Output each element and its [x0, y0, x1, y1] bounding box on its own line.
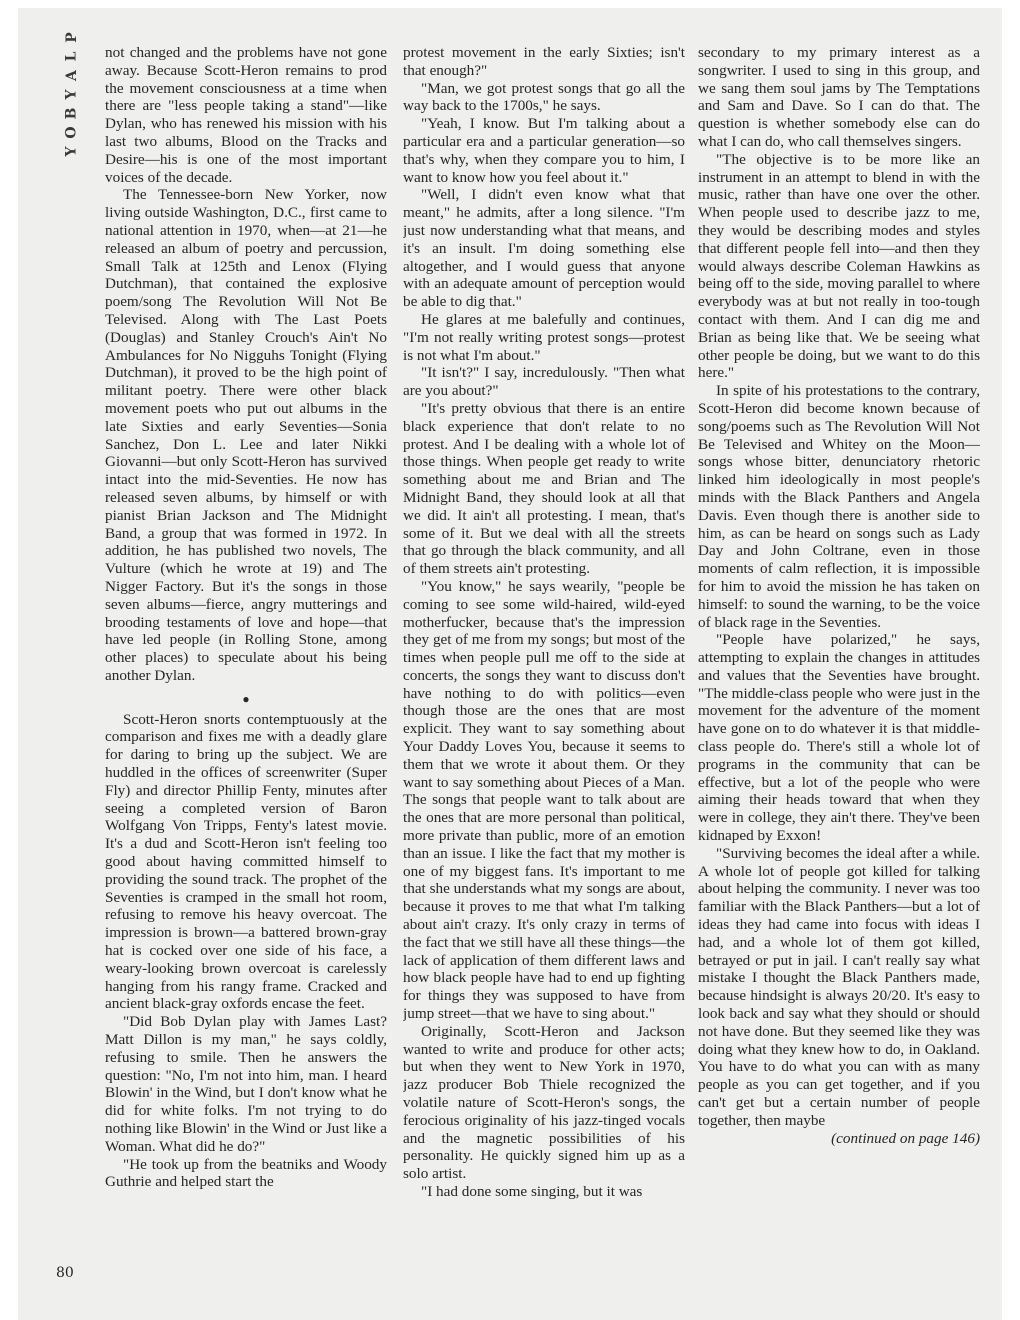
page-number: 80: [56, 1265, 74, 1281]
paragraph: "It's pretty obvious that there is an entire black experience that don't relate to no protest. And I be dealing with a whole lot of those things. When people get ready to write something about me and Brian and The Midnight Band, they should look at all that we did. It ain't all protesting. I mean, that's some of it. But we deal with all the streets that go through the black community, and all of them streets ain't protesting.: [403, 399, 685, 578]
sidebar-letter: P: [63, 32, 80, 43]
paragraph: not changed and the problems have not gone away. Because Scott-Heron remains to prod the movement consciousness at a time when there are "less people taking a stand"—like Dylan, who has renewed his mission with his last two albums, Blood on the Tracks and Desire—his is one of the most important voices of the decade.: [105, 44, 387, 186]
sidebar-letter: L: [63, 51, 80, 62]
paragraph: "The objective is to be more like an instrument in an attempt to blend in with the music, rather than have one over the other. When people used to describe jazz to me, they would be describing modes and styles that different people fell into—and then they would always describe Coleman Hawkins as being off to the side, moving parallel to where everybody was at but not really in too-tough contact with them. And I can dig me and Brian as being like that. We be seeing what other people be doing, but we want to do this here.": [698, 150, 980, 382]
paragraph: protest movement in the early Sixties; isn't that enough?": [403, 44, 685, 79]
paragraph: "I had done some singing, but it was: [421, 1183, 643, 1200]
sidebar-letter: Y: [63, 89, 80, 100]
paragraph: "Well, I didn't even know what that meant," he admits, after a long silence. "I'm just now understanding what that means, and it's an insult. I'm doing something else altogether, and I would guess that anyone with an adequate amount of perception would be able to dig that.": [403, 186, 685, 311]
paragraph: "Yeah, I know. But I'm talking about a particular era and a particular generation—so that's why, when they compare you to him, I want to know how you feel about it.": [403, 115, 685, 186]
section-break-dot: ●: [242, 691, 250, 706]
continued-line: (continued on page 146): [831, 1129, 980, 1147]
paragraph: "People have polarized," he says, attempting to explain the changes in attitudes and values that the Seventies have brought. "The middle-class people who were just in the movement for the adventure of the moment have gone on to do whatever it is that middle-class people do. There's still a whole lot of programs in the community that can be effective, but a lot of the people who were aiming their heads toward that when they were in college, they ain't there. They've been kidnaped by Exxon!: [698, 631, 980, 845]
paragraph: "You know," he says wearily, "people be coming to see some wild-haired, wild-eyed motherfucker, because that's the impression they get of me from my songs; but most of the times when people pull me off to the side at concerts, the songs they want to discuss don't have nothing to do with politics—even though those are the ones that are most explicit. They want to say something about Your Daddy Loves You, because it seems to them that we wrote it about them. Or they want to say something about Pieces of a Man. The songs that people want to talk about are the ones that are more personal than political, more private than public, more of an emotion than an issue. I like the fact that my mother is one of my biggest fans. It's important to me that she understands what my songs are about, because it proves to me that what I'm talking about ain't crazy. It's only crazy in terms of the fact that we still have all these things—the lack of application of them different laws and how black people have had to end up fighting for things they was supposed to have from jump street—that we have to sing about.": [403, 577, 685, 1023]
sidebar-letter: A: [63, 70, 80, 81]
article-column-1: [105, 44, 387, 1288]
paragraph: He glares at me balefully and continues, "I'm not really writing protest songs—protest is not what I'm about.": [403, 310, 685, 364]
paragraph: "Man, we got protest songs that go all the way back to the 1700s," he says.: [403, 79, 685, 115]
magazine-sidebar-logo: [62, 28, 82, 161]
paragraph: Originally, Scott-Heron and Jackson wanted to write and produce for other acts; but when they went to New York in 1970, jazz producer Bob Thiele recognized the volatile nature of Scott-Heron's songs, the ferocious originality of his jazz-tinged vocals and the magnetic possibilities of his personality. He quickly signed him up as a solo artist.: [403, 1022, 685, 1183]
article-column-3: [698, 44, 980, 1288]
paragraph: Scott-Heron snorts contemptuously at the comparison and fixes me with a deadly glare for daring to bring up the subject. We are huddled in the offices of screenwriter (Super Fly) and director Phillip Fenty, minutes after seeing a completed version of Baron Wolfgang Von Tripps, Fenty's latest movie. It's a dud and Scott-Heron isn't feeling too good about having committed himself to providing the sound track. The prophet of the Seventies is cramped in the small hot room, refusing to remove his heavy overcoat. The impression is brown—a battered brown-gray hat is cocked over one side of his face, a weary-looking brown overcoat is carelessly hanging from his rangy frame. Cracked and ancient black-gray oxfords encase the feet.: [105, 710, 387, 1013]
article-column-2: [403, 44, 685, 1288]
sidebar-letter: O: [63, 126, 80, 139]
sidebar-letter: B: [63, 107, 80, 120]
paragraph: The Tennessee-born New Yorker, now living outside Washington, D.C., first came to national attention in 1970, when—at 21—he released an album of poetry and percussion, Small Talk at 125th and Lenox (Flying Dutchman), that contained the explosive poem/song The Revolution Will Not Be Televised. Along with The Last Poets (Douglas) and Stanley Crouch's Ain't No Ambulances for No Nigguhs Tonight (Flying Dutchman), it proved to be the high point of militant poetry. There were other black movement poets who put out albums in the late Sixties and early Seventies—Sonia Sanchez, Don L. Lee and later Nikki Giovanni—but only Scott-Heron has survived intact into the mid-Seventies. He now has released seven albums, by himself or with pianist Brian Jackson and The Midnight Band, a group that was formed in 1972. In addition, he has published two novels, The Vulture (which he wrote at 19) and The Nigger Factory. But it's the songs in those seven albums—fierce, angry mutterings and brooding testaments of love and hope—that have led people (in Rolling Stone, among other places) to speculate about his being another Dylan.: [105, 186, 387, 684]
paragraph: In spite of his protestations to the contrary, Scott-Heron did become known because of song/poems such as The Revolution Will Not Be Televised and Whitey on the Moon—songs whose bitter, denunciatory rhetoric linked him ideologically in most people's minds with the Black Panthers and Angela Davis. Even though there is another side to him, as can be heard on songs such as Lady Day and John Coltrane, even in those moments of calm reflection, it is impossible for him to avoid the mission he has taken on himself: to sound the warning, to be the voice of black rage in the Seventies.: [698, 382, 980, 631]
paragraph: "Did Bob Dylan play with James Last? Matt Dillon is my man," he says coldly, refusing to smile. Then he answers the question: "No, I'm not into him, man. I heard Blowin' in the Wind, but I don't know what he did for white folks. I'm not trying to do nothing like Blowin' in the Wind or Just like a Woman. What did he do?": [105, 1013, 387, 1155]
paragraph: "It isn't?" I say, incredulously. "Then what are you about?": [403, 364, 685, 400]
paragraph: secondary to my primary interest as a songwriter. I used to sing in this group, and we sang them soul jams by The Temptations and Sam and Dave. So I can do that. The question is whether somebody else can do what I can do, who call themselves singers.: [698, 44, 980, 150]
magazine-page: [18, 8, 1002, 1320]
paragraph: "He took up from the beatniks and Woody Guthrie and helped start the: [105, 1155, 387, 1191]
sidebar-letter: Y: [63, 146, 80, 157]
paragraph: "Surviving becomes the ideal after a while. A whole lot of people got killed for talking about helping the community. I never was too familiar with the Black Panthers—but a lot of ideas they had came into focus with ideas I had, and a whole lot of them got killed, betrayed or put in jail. I can't really say what mistake I thought the Black Panthers made, because hindsight is always 20/20. It's easy to look back and say what they should or should not have done. But they seemed like they was doing what they knew how to do, in Oakland. You have to do what you can with as many people as you can get together, and if you can't get but a certain number of people together, then maybe: [698, 844, 980, 1129]
